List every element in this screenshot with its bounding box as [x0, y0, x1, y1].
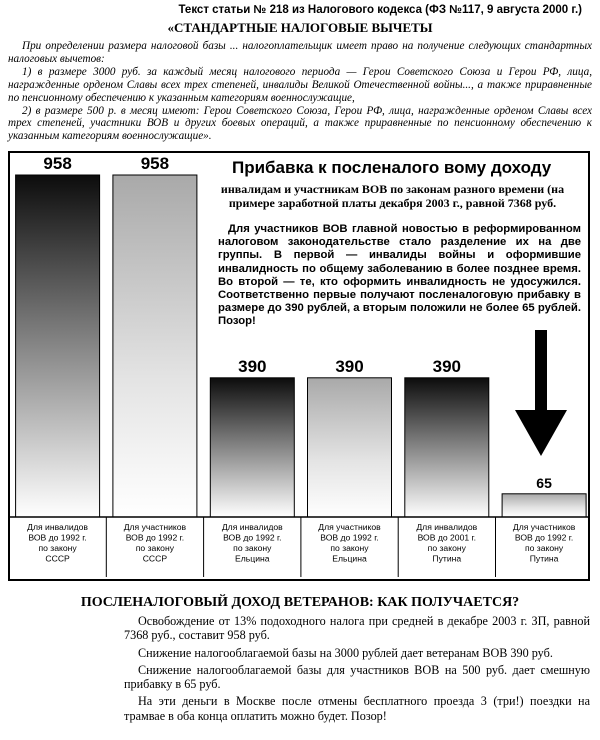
bar-5: [405, 378, 489, 517]
bar-value-label: 390: [335, 356, 364, 376]
category-label: Для инвалидов ВОВ до 1992 г. по закону Ельцина: [221, 522, 283, 564]
bar-4: [308, 378, 392, 517]
article-paragraph: 2) в размере 500 р. в месяц имеют: Герои Советского Союза, Герои РФ, лица, награжденные орденом Славы всех трех степеней, участники ВОВ и других боевых операций, а также приравненные по пенсионному обеспечению к указанным категориям военнослужащие».: [8, 104, 592, 143]
bar-value-label: 958: [140, 154, 170, 173]
section-heading: ПОСЛЕНАЛОГОВЫЙ ДОХОД ВЕТЕРАНОВ: КАК ПОЛУЧАЕТСЯ?: [80, 595, 520, 610]
category-label: Для участников ВОВ до 1992 г. по закону СССР: [123, 522, 187, 564]
category-label: Для инвалидов ВОВ до 2001 г. по закону Путина: [416, 522, 478, 564]
article-title: «СТАНДАРТНЫЕ НАЛОГОВЫЕ ВЫЧЕТЫ: [167, 20, 433, 35]
category-label: Для участников ВОВ до 1992 г. по закону Ельцина: [318, 522, 381, 564]
section-paragraph: На эти деньги в Москве после отмены бесплатного проезда 3 (три!) поездки на трамвае в оба конца оплатить можно будет. Позор!: [124, 694, 590, 723]
bar-6: [502, 494, 586, 517]
category-label: Для инвалидов ВОВ до 1992 г. по закону СССР: [27, 522, 89, 564]
bar-3: [210, 378, 294, 517]
bar-value-label: 65: [536, 474, 552, 491]
article-paragraph: При определении размера налоговой базы ... налогоплательщик имеет право на получение следующих стандартных налоговых вычетов:: [8, 40, 592, 65]
bar-1: [16, 175, 100, 517]
article-reference: Текст статьи № 218 из Налогового кодекса (ФЗ №117, 9 августа 2000 г.): [178, 4, 582, 16]
section-body: [124, 614, 590, 726]
article-paragraph: 1) в размере 3000 руб. за каждый месяц налогового периода — Герои Советского Союза и Герои РФ, лица, награжденные орденом Славы всех трех степеней, инвалиды Великой Отечественной войны..., а также приравненные по пенсионному обеспечению к указанным категориям военнослужащие,: [8, 65, 592, 104]
bar-value-label: 390: [432, 356, 461, 376]
bar-value-label: 958: [43, 154, 72, 173]
section-paragraph: Снижение налогооблагаемой базы на 3000 рублей дает ветеранам ВОВ 390 руб.: [138, 645, 553, 660]
down-arrow-icon: [515, 330, 567, 456]
bar-2: [113, 175, 197, 517]
section-paragraph: Освобождение от 13% подоходного налога при средней в декабре 2003 г. ЗП, равной 7368 руб., составит 958 руб.: [124, 614, 590, 643]
chart-title: Прибавка к посленалого вому доходу: [232, 158, 552, 177]
category-label: Для участников ВОВ до 1992 г. по закону Путина: [512, 522, 576, 564]
chart-subtitle: инвалидам и участникам ВОВ по законам разного времени (на примере заработной платы декабря 2003 г., равной 7368 руб.: [220, 182, 565, 210]
section-paragraph: Снижение налогооблагаемой базы для участников ВОВ на 500 руб. дает смешную прибавку в 65 руб.: [124, 662, 590, 692]
bar-value-label: 390: [238, 356, 267, 376]
chart-commentary: Для участников ВОВ главной новостью в реформированном налоговом законодательстве стало разделение их на две группы. В первой — инвалиды войны и оформившие инвалидность по общему заболеванию в более позднее время. Во второй — те, кто оформить инвалидность не удосужился. Соответственно первые получают посленалоговую прибавку в размере до 390 рублей, а вторым положили не более 65 рублей. Позор!: [218, 223, 581, 328]
